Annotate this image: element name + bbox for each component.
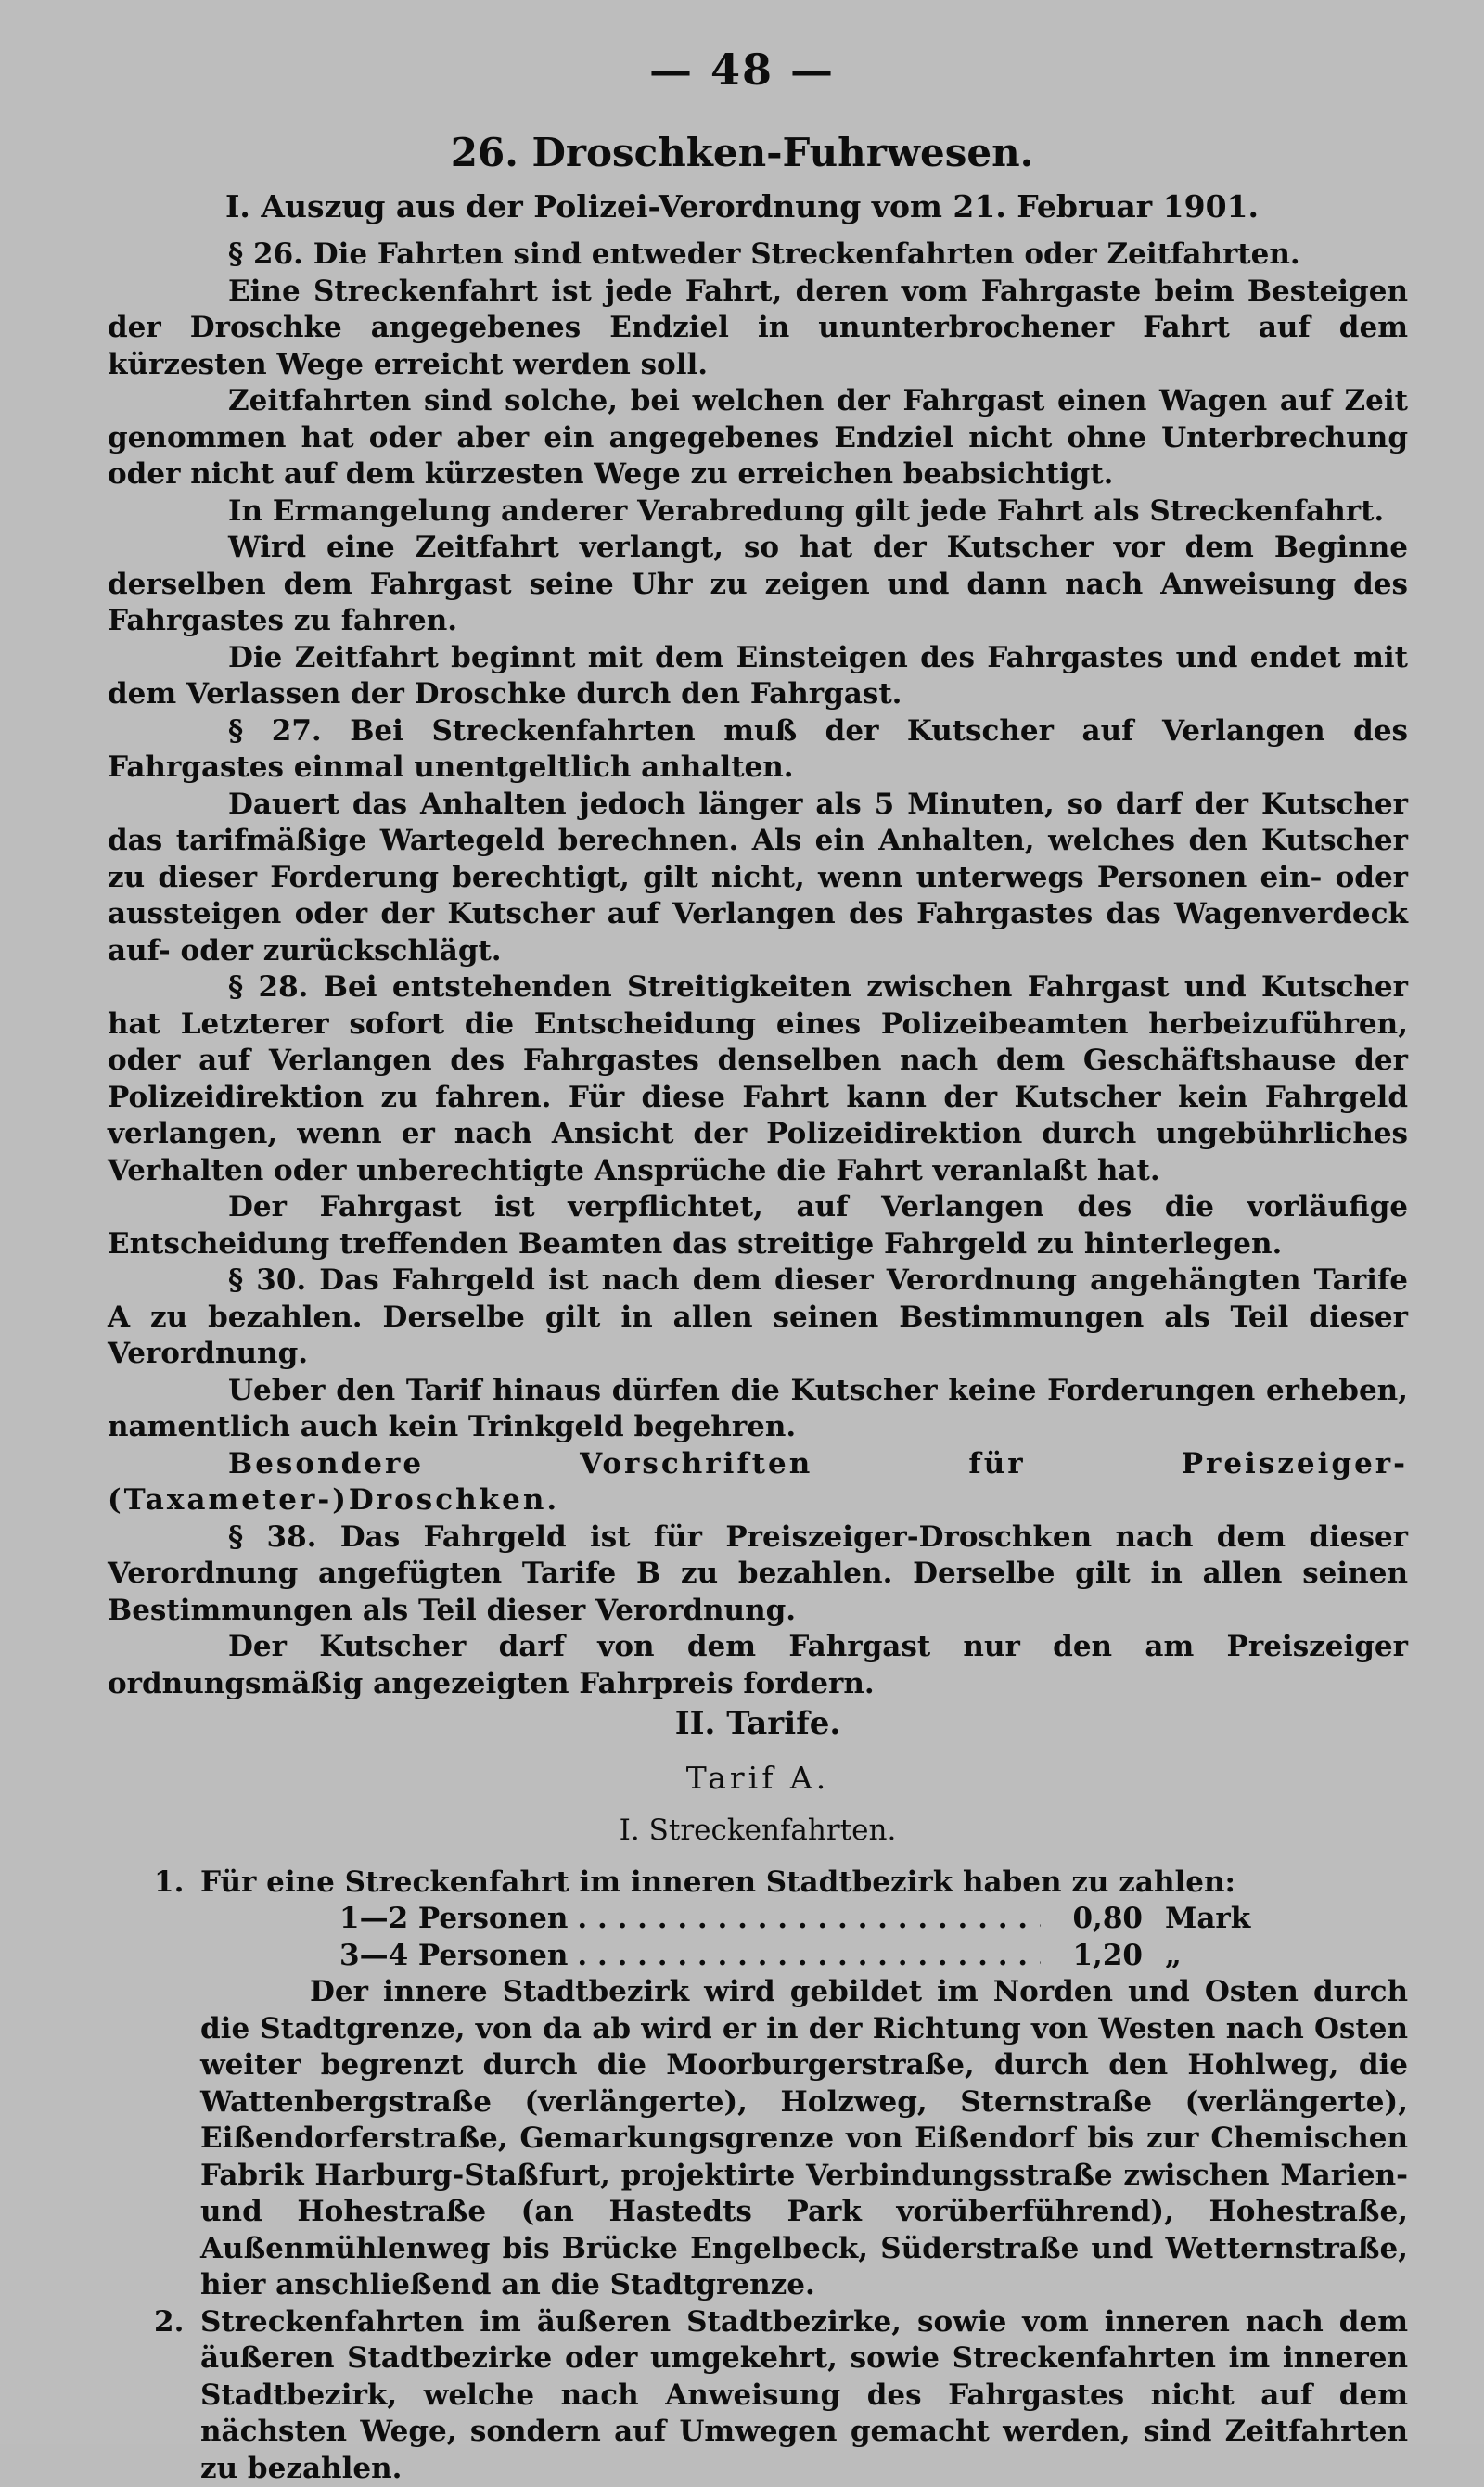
list-item [154, 1865, 1408, 1902]
leader-dots [577, 1901, 1041, 1938]
list-item [108, 2304, 1408, 2487]
leader-dots [577, 1938, 1041, 1975]
paragraph: § 26. Die Fahrten sind entweder Streckenfahrten oder Zeitfahrten. [108, 237, 1408, 274]
price-unit: Mark [1165, 1901, 1267, 1938]
price-row [339, 1938, 1267, 1975]
paragraph: Der innere Stadtbezirk wird gebildet im Norden und Osten durch die Stadtgrenze, von da ab wird er in der Richtung von Westen nach Osten weiter begrenzt durch die Moorburgerstraße, durch den Hohlweg, die Wattenbergstraße (verlängerte), Holzweg, Sternstraße (verlängerte), Eißendorferstraße, Gemarkungsgrenze von Eißendorf bis zur Chemischen Fabrik Harburg-Staßfurt, projektirte Verbindungsstraße zwischen Marien- und Hohestraße (an Hastedts Park vorüberführend), Hohestraße, Außenmühlenweg bis Brücke Engelbeck, Süderstraße und Wetternstraße, hier anschließend an die Stadtgrenze. [200, 1974, 1408, 2304]
paragraph: § 27. Bei Streckenfahrten muß der Kutscher auf Verlangen des Fahrgastes einmal unentgeltlich anhalten. [108, 713, 1408, 787]
list-item-text: Für eine Streckenfahrt im inneren Stadtbezirk haben zu zahlen: [200, 1865, 1235, 1902]
paragraph: In Ermangelung anderer Verabredung gilt jede Fahrt als Streckenfahrt. [108, 494, 1408, 531]
paragraph: Eine Streckenfahrt ist jede Fahrt, deren vom Fahrgaste beim Besteigen der Droschke angegebenes Endziel in ununterbrochener Fahrt auf dem kürzesten Wege erreicht werden soll. [108, 274, 1408, 384]
paragraph: Der Kutscher darf von dem Fahrgast nur den am Preiszeiger ordnungsmäßig angezeigten Fahrpreis fordern. [108, 1629, 1408, 1702]
paragraph: § 38. Das Fahrgeld ist für Preiszeiger-Droschken nach dem dieser Verordnung angefügten Tarife B zu bezahlen. Derselbe gilt in allen seinen Bestimmungen als Teil dieser Verordnung. [108, 1519, 1408, 1630]
inner-district-block [108, 1974, 1408, 2304]
streckenfahrten-heading: I. Streckenfahrten. [108, 1813, 1408, 1850]
price-persons: 3—4 Personen [339, 1938, 568, 1975]
price-amount: 0,80 [1050, 1901, 1143, 1938]
paragraph: § 28. Bei entstehenden Streitigkeiten zwischen Fahrgast und Kutscher hat Letzterer sofort die Entscheidung eines Polizeibeamten herbeizuführen, oder auf Verlangen des Fahrgastes denselben nach dem Geschäftshause der Polizeidirektion zu fahren. Für diese Fahrt kann der Kutscher kein Fahrgeld verlangen, wenn er nach Ansicht der Polizeidirektion durch ungebührliches Verhalten oder unberechtigte Ansprüche die Fahrt veranlaßt hat. [108, 969, 1408, 1189]
paragraph: Zeitfahrten sind solche, bei welchen der Fahrgast einen Wagen auf Zeit genommen hat oder aber ein angegebenes Endziel nicht ohne Unterbrechung oder nicht auf dem kürzesten Wege zu erreichen beabsichtigt. [108, 383, 1408, 494]
paragraph: Ueber den Tarif hinaus dürfen die Kutscher keine Forderungen erheben, namentlich auch kein Trinkgeld begehren. [108, 1373, 1408, 1446]
paragraph: Wird eine Zeitfahrt verlangt, so hat der Kutscher vor dem Beginne derselben dem Fahrgast seine Uhr zu zeigen und dann nach Anweisung des Fahrgastes zu fahren. [108, 530, 1408, 640]
list-item-number: 1. [154, 1865, 200, 1902]
chapter-title: 26. Droschken-Fuhrwesen. [0, 130, 1484, 175]
tarife-heading: II. Tarife. [108, 1706, 1408, 1743]
list-item-text: Streckenfahrten im äußeren Stadtbezirke, sowie vom inneren nach dem äußeren Stadtbezirke oder umgekehrt, sowie Streckenfahrten im inneren Stadtbezirk, welche nach Anweisung des Fahrgastes nicht auf dem nächsten Wege, sondern auf Umwegen gemacht werden, sind Zeitfahrten zu bezahlen. [200, 2304, 1408, 2487]
price-unit: „ [1165, 1938, 1267, 1975]
price-amount: 1,20 [1050, 1938, 1143, 1975]
price-row [339, 1901, 1267, 1938]
paragraph: § 30. Das Fahrgeld ist nach dem dieser Verordnung angehängten Tarife A zu bezahlen. Derselbe gilt in allen seinen Bestimmungen als Teil dieser Verordnung. [108, 1263, 1408, 1373]
list-item-number: 2. [154, 2304, 200, 2487]
tarif-a-heading: Tarif A. [108, 1760, 1408, 1797]
price-persons: 1—2 Personen [339, 1901, 568, 1938]
document-body [108, 237, 1408, 2487]
chapter-subtitle: I. Auszug aus der Polizei-Verordnung vom 21. Februar 1901. [0, 188, 1484, 224]
paragraph: Der Fahrgast ist verpflichtet, auf Verlangen des die vorläufige Entscheidung treffenden Beamten das streitige Fahrgeld zu hinterlegen. [108, 1189, 1408, 1263]
section-heading: Besondere Vorschriften für Preiszeiger-(Taxameter-)Droschken. [108, 1446, 1408, 1519]
paragraph: Dauert das Anhalten jedoch länger als 5 Minuten, so darf der Kutscher das tarifmäßige Wartegeld berechnen. Als ein Anhalten, welches den Kutscher zu dieser Forderung berechtigt, gilt nicht, wenn unterwegs Personen ein- oder aussteigen oder der Kutscher auf Verlangen des Fahrgastes das Wagenverdeck auf- oder zurückschlägt. [108, 787, 1408, 970]
paragraph: Die Zeitfahrt beginnt mit dem Einsteigen des Fahrgastes und endet mit dem Verlassen der Droschke durch den Fahrgast. [108, 640, 1408, 713]
page-number: — 48 — [0, 45, 1484, 95]
